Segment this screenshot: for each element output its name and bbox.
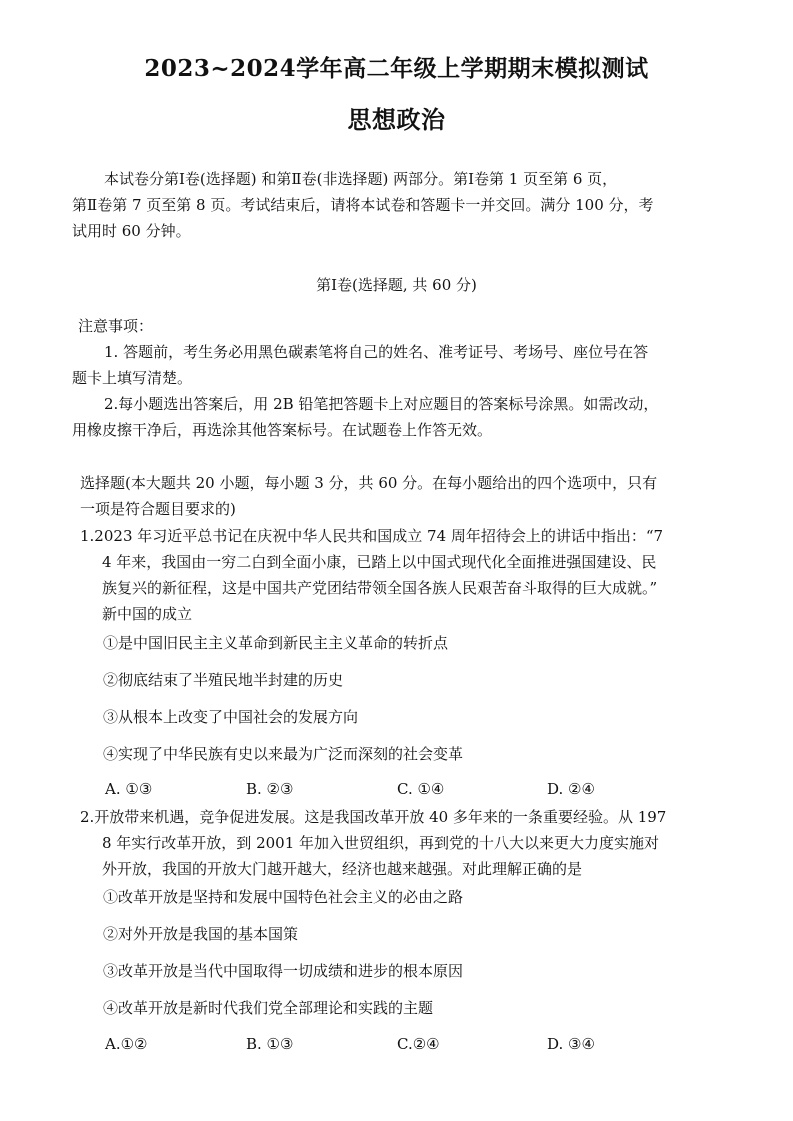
section-line: 选择题(本大题共 20 小题，每小题 3 分，共 60 分。在每小题给出的四个选项中，只有 bbox=[80, 474, 658, 492]
question-2-option: ①改革开放是坚持和发展中国特色社会主义的必由之路 bbox=[103, 888, 464, 906]
question-2-choices bbox=[103, 1035, 703, 1057]
choice-b: B. ②③ bbox=[246, 780, 294, 798]
section-instructions bbox=[80, 470, 730, 522]
notes-block bbox=[72, 313, 728, 443]
question-1-choices bbox=[103, 780, 703, 802]
question-1-option: ④实现了中华民族有史以来最为广泛而深刻的社会变革 bbox=[103, 745, 464, 763]
choice-c: C. ①④ bbox=[397, 780, 445, 798]
intro-line: 试用时 60 分钟。 bbox=[72, 222, 191, 240]
intro-line: 第Ⅱ卷第 7 页至第 8 页。考试结束后，请将本试卷和答题卡一并交回。满分 100 分，考 bbox=[72, 196, 654, 214]
choice-d: D. ③④ bbox=[547, 1035, 595, 1053]
choice-a: A. ①③ bbox=[105, 780, 153, 798]
choice-b: B. ①③ bbox=[246, 1035, 294, 1053]
question-2-option: ②对外开放是我国的基本国策 bbox=[103, 925, 299, 943]
question-1-line: 新中国的成立 bbox=[102, 605, 193, 623]
note-item-1: 1. 答题前，考生务必用黑色碳素笔将自己的姓名、准考证号、考场号、座位号在答 bbox=[104, 343, 649, 361]
question-1-line: 1.2023 年习近平总书记在庆祝中华人民共和国成立 74 周年招待会上的讲话中指出：“7 bbox=[80, 527, 664, 545]
question-2-line: 外开放，我国的开放大门越开越大，经济也越来越强。对此理解正确的是 bbox=[102, 860, 583, 878]
question-1-option: ②彻底结束了半殖民地半封建的历史 bbox=[103, 671, 344, 689]
question-1-stem bbox=[80, 523, 740, 627]
question-1-line: 4 年来，我国由一穷二白到全面小康，已踏上以中国式现代化全面推进强国建设、民 bbox=[102, 553, 657, 571]
choice-c: C.②④ bbox=[397, 1035, 440, 1053]
question-2-option: ④改革开放是新时代我们党全部理论和实践的主题 bbox=[103, 999, 434, 1017]
intro-line: 本试卷分第Ⅰ卷(选择题) 和第Ⅱ卷(非选择题) 两部分。第Ⅰ卷第 1 页至第 6 页， bbox=[104, 170, 618, 188]
note-item-2-cont: 用橡皮擦干净后，再选涂其他答案标号。在试题卷上作答无效。 bbox=[72, 421, 493, 439]
note-item-2: 2.每小题选出答案后，用 2B 铅笔把答题卡上对应题目的答案标号涂黑。如需改动， bbox=[104, 395, 659, 413]
part-one-title: 第Ⅰ卷(选择题, 共 60 分) bbox=[316, 276, 477, 294]
question-1-option: ①是中国旧民主主义革命到新民主主义革命的转折点 bbox=[103, 634, 449, 652]
section-line: 一项是符合题目要求的) bbox=[80, 500, 236, 518]
note-item-1-cont: 题卡上填写清楚。 bbox=[72, 369, 193, 387]
question-2-line: 8 年实行改革开放，到 2001 年加入世贸组织，再到党的十八大以来更大力度实施对 bbox=[102, 834, 660, 852]
question-2-line: 2.开放带来机遇，竞争促进发展。这是我国改革开放 40 多年来的一条重要经验。从 197 bbox=[80, 808, 667, 826]
subject-title: 思想政治 bbox=[347, 105, 446, 134]
intro-paragraph bbox=[72, 166, 722, 244]
notes-heading: 注意事项： bbox=[78, 317, 154, 335]
question-1-option: ③从根本上改变了中国社会的发展方向 bbox=[103, 708, 359, 726]
exam-title: 2023~2024学年高二年级上学期期末模拟测试 bbox=[144, 55, 649, 82]
question-2-option: ③改革开放是当代中国取得一切成绩和进步的根本原因 bbox=[103, 962, 464, 980]
question-2-stem bbox=[80, 804, 740, 882]
question-1-line: 族复兴的新征程，这是中国共产党团结带领全国各族人民艰苦奋斗取得的巨大成就。” bbox=[102, 579, 658, 597]
choice-a: A.①② bbox=[105, 1035, 148, 1053]
choice-d: D. ②④ bbox=[547, 780, 595, 798]
